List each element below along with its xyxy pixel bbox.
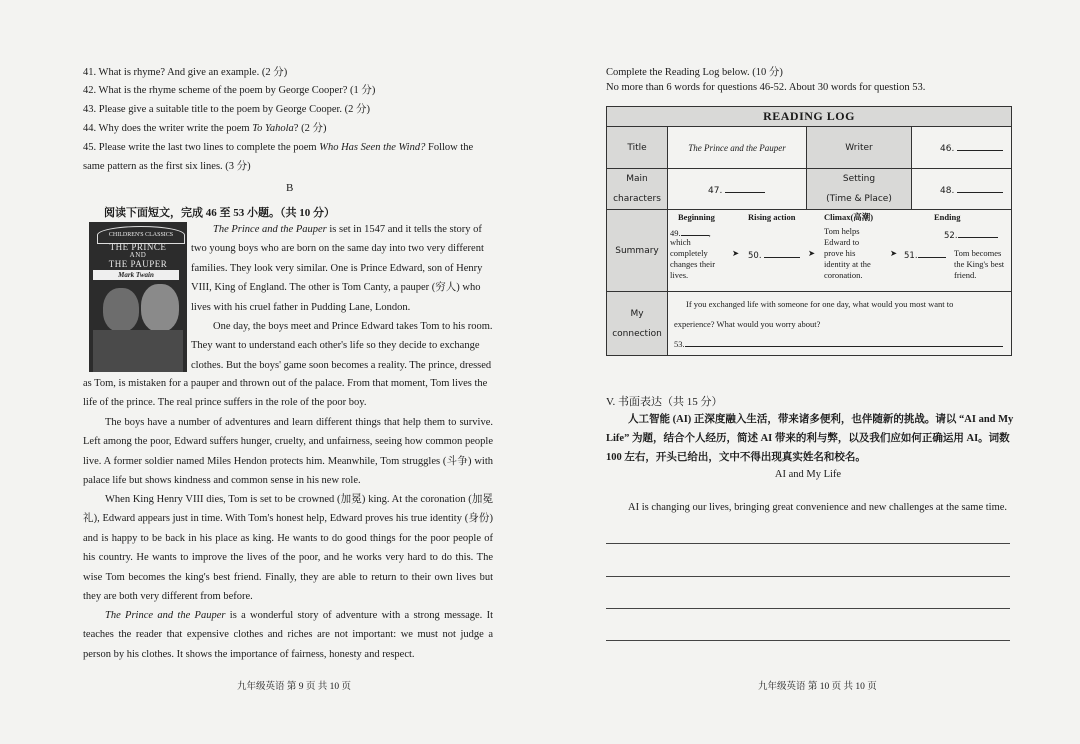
beginning-text: which completely changes their lives. — [670, 237, 716, 280]
book-cover-image — [89, 222, 187, 372]
section-b-heading: B — [286, 182, 294, 194]
answer-48-field[interactable]: 48. — [912, 169, 1012, 210]
writer-label: Writer — [807, 127, 912, 169]
my-connection-label: My connection — [607, 292, 668, 356]
main-characters-label: Main characters — [607, 169, 668, 210]
answer-51-field[interactable]: 51. — [904, 248, 946, 262]
reading-log-instruction: Complete the Reading Log below. (10 分) — [606, 67, 783, 78]
question-42: 42. What is the rhyme scheme of the poem by George Cooper? (1 分) — [83, 85, 376, 96]
book-banner: CHILDREN'S CLASSICS — [97, 226, 185, 244]
passage-paragraph-5: The Prince and the Pauper is a wonderful story of adventure with a strong message. It teaches the reader that expensive clothes and riches are not important: we must not judge a person by his clothes. It shows the importance of fairness, honesty and respect. — [83, 610, 493, 660]
page-footer-right: 九年级英语 第 10 页 共 10 页 — [758, 682, 877, 692]
passage-paragraph-2-cont: as Tom, is mistaken for a pauper and thrown out of the palace. From that moment, Tom lives the life of the prince. The real prince suffers in the role of the poor boy. — [83, 378, 488, 409]
illustration-boy-2 — [141, 284, 179, 332]
answer-53-field[interactable]: 53. — [674, 334, 1011, 354]
answer-52-field[interactable]: 52. — [944, 228, 998, 242]
illustration-boy-1 — [103, 288, 139, 332]
question-44: 44. Why does the writer write the poem To Yahola? (2 分) — [83, 123, 327, 134]
book-title-line2: AND — [129, 251, 147, 259]
answer-46-field[interactable]: 46. — [912, 127, 1012, 169]
plot-rising-heading: Rising action — [748, 212, 796, 222]
answer-49-field[interactable]: 49. , — [670, 228, 711, 238]
connection-prompt-line1: If you exchanged life with someone for one day, what would you most want to — [686, 298, 954, 309]
essay-writing-line[interactable] — [606, 608, 1010, 609]
essay-writing-line[interactable] — [606, 576, 1010, 577]
answer-50-field[interactable]: 50. — [748, 248, 800, 262]
question-45: 45. Please write the last two lines to complete the poem Who Has Seen the Wind? Follow the — [83, 142, 474, 153]
connection-prompt-line2: experience? What would you worry about? — [674, 318, 821, 329]
question-43: 43. Please give a suitable title to the poem by George Cooper. (2 分) — [83, 104, 371, 115]
arrow-icon: ➤ — [732, 248, 740, 258]
reading-log-header: READING LOG — [607, 107, 1012, 127]
plot-ending-heading: Ending — [934, 212, 961, 222]
plot-beginning-heading: Beginning — [678, 212, 715, 222]
plot-climax-heading: Climax(高潮) — [824, 212, 874, 222]
answer-47-field[interactable]: 47. — [668, 169, 807, 210]
essay-writing-line[interactable] — [606, 640, 1010, 641]
question-41: 41. What is rhyme? And give an example. (2 分) — [83, 67, 288, 78]
summary-label: Summary — [607, 210, 668, 292]
essay-title: AI and My Life — [774, 469, 842, 480]
section-v-heading: V. 书面表达（共 15 分） — [606, 396, 723, 408]
illustration-bodies — [93, 330, 183, 372]
question-45-cont: same pattern as the first six lines. (3 分) — [83, 161, 251, 172]
page-footer-left: 九年级英语 第 9 页 共 10 页 — [237, 682, 352, 692]
passage-paragraph-3: The boys have a number of adventures and learn different things that help them to survive. Left among the poor, Edward suffers hunger, cruelty, and unfairness, seeing how common people live. A former soldier named Miles Hendon protects him. Meanwhile, Tom struggles (斗争) with palace life but shows kindness and common sense in his new role. — [83, 417, 493, 487]
reading-log-word-limit: No more than 6 words for questions 46-52. About 30 words for question 53. — [606, 82, 926, 93]
ending-text: Tom becomes the King's best friend. — [954, 248, 1005, 280]
setting-label: Setting (Time & Place) — [807, 169, 912, 210]
climax-text: Tom helps Edward to prove his identity at the coronation. — [824, 226, 871, 280]
passage-paragraph-4: When King Henry VIII dies, Tom is set to be crowned (加冕) king. At the coronation (加冕礼), Edward appears just in time. With Tom's honest help, Edward proves his true identity (身份) and is happy to be back in his place as king. He wants to do good things for the poor people of his country. He wants to improve the lives of the poor, and he works very hard to do this. The wise Tom becomes the king's best friend. Finally, they are able to return to their own lives but they are both very different from before. — [83, 494, 493, 603]
passage-paragraph-1: The Prince and the Pauper is set in 1547 and it tells the story of two young boys who are born on the same day into two very different families. They look very similar. One is Prince Edward, son of Henry VIII, King of England. The other is Tom Canty, a pauper (穷人) who lives with his cruel father in Pudding Lane, London. — [191, 224, 484, 313]
summary-plot-cell — [668, 210, 1012, 292]
book-author: Mark Twain — [93, 270, 179, 280]
title-label: Title — [607, 127, 668, 169]
writing-prompt: 人工智能 (AI) 正深度融入生活，带来诸多便利，也伴随新的挑战。请以 “AI and My Life” 为题，结合个人经历，简述 AI 带来的利与弊，以及我们应如何正确运用 AI。词数 100 左右，开头已给出，文中不得出现真实姓名和校名。 — [606, 414, 1014, 463]
passage-paragraph-2: One day, the boys meet and Prince Edward takes Tom to his room. They want to understand each other's life so they decide to exchange clothes. But the boys' game soon becomes a reality. The prince, dressed — [191, 321, 493, 371]
arrow-icon: ➤ — [808, 248, 816, 258]
arrow-icon: ➤ — [890, 248, 898, 258]
section-b-instruction: 阅读下面短文，完成 46 至 53 小题。（共 10 分） — [104, 207, 335, 219]
book-title-line3: THE PAUPER — [108, 259, 168, 269]
my-connection-cell — [668, 292, 1012, 356]
essay-writing-line[interactable] — [606, 543, 1010, 544]
title-value: The Prince and the Pauper — [668, 127, 807, 169]
reading-log-table — [606, 106, 1012, 356]
essay-opening: AI is changing our lives, bringing great convenience and new challenges at the same time. — [628, 502, 1008, 513]
book-title-line1: THE PRINCE — [109, 242, 167, 252]
